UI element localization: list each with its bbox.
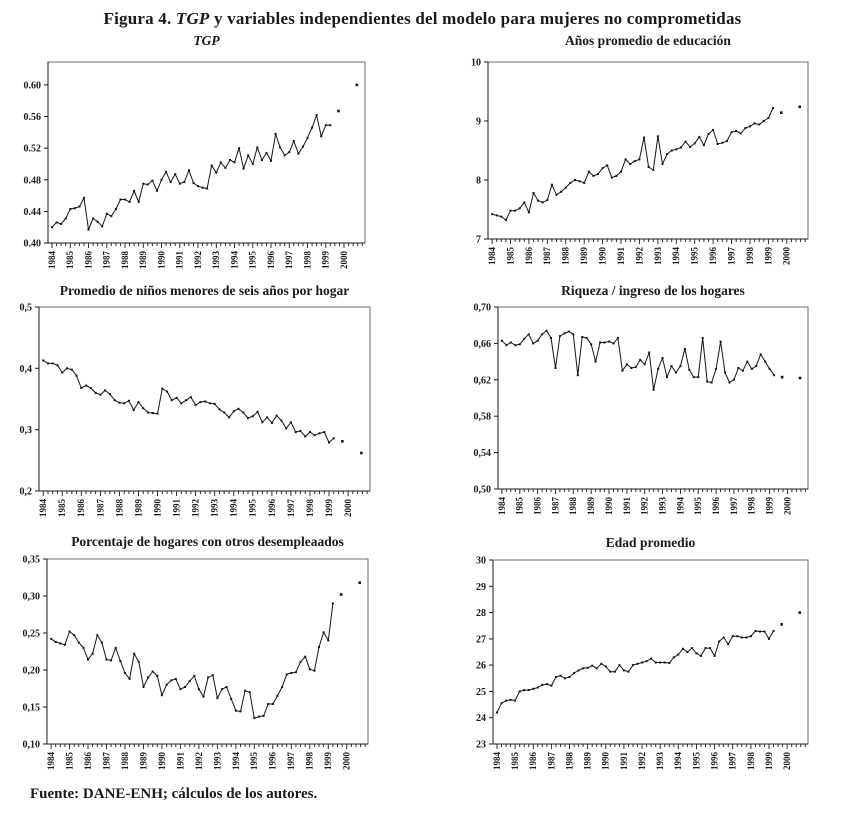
svg-text:1998: 1998 [745, 752, 756, 770]
svg-text:1992: 1992 [190, 499, 201, 517]
isolated-point [341, 440, 344, 443]
svg-text:0.52: 0.52 [23, 143, 41, 155]
svg-text:1987: 1987 [101, 251, 112, 269]
isolated-point [780, 111, 783, 114]
svg-text:1986: 1986 [82, 752, 93, 770]
source-note: Fuente: DANE-ENH; cálculos de los autores. [30, 786, 318, 802]
svg-text:0,50: 0,50 [473, 484, 491, 496]
svg-text:1992: 1992 [636, 752, 647, 770]
svg-text:1999: 1999 [323, 499, 334, 517]
svg-text:7: 7 [476, 234, 481, 246]
svg-text:1995: 1995 [693, 497, 704, 515]
series-line [492, 108, 773, 220]
svg-text:1998: 1998 [302, 251, 313, 269]
svg-text:1984: 1984 [46, 251, 57, 269]
svg-text:1985: 1985 [65, 251, 76, 269]
plot-svg [451, 554, 818, 786]
isolated-point [781, 376, 784, 379]
chart-title-tgp: TGP [193, 33, 220, 48]
svg-text:1997: 1997 [728, 497, 739, 515]
svg-text:1990: 1990 [152, 499, 163, 517]
svg-text:1987: 1987 [542, 247, 553, 265]
svg-text:1999: 1999 [320, 251, 331, 269]
svg-text:1990: 1990 [156, 752, 167, 770]
svg-text:1985: 1985 [505, 247, 516, 265]
isolated-point [799, 611, 802, 614]
svg-text:1989: 1989 [133, 499, 144, 517]
svg-text:1984: 1984 [491, 752, 502, 770]
svg-text:1985: 1985 [64, 752, 75, 770]
svg-text:1984: 1984 [496, 497, 507, 515]
svg-text:28: 28 [476, 608, 486, 620]
svg-text:1988: 1988 [119, 752, 130, 770]
chart-edad [451, 554, 818, 786]
svg-text:0.48: 0.48 [23, 175, 41, 187]
svg-text:1994: 1994 [230, 752, 241, 770]
svg-text:1995: 1995 [689, 247, 700, 265]
svg-text:1984: 1984 [45, 752, 56, 770]
svg-text:0,5: 0,5 [19, 302, 32, 314]
svg-text:1993: 1993 [211, 251, 222, 269]
svg-text:1996: 1996 [709, 752, 720, 770]
svg-text:0,25: 0,25 [22, 628, 40, 640]
svg-text:1994: 1994 [228, 499, 239, 517]
plot-svg [446, 56, 818, 281]
svg-text:1992: 1992 [192, 251, 203, 269]
chart-desempleados [5, 553, 378, 786]
svg-text:1991: 1991 [618, 752, 629, 770]
series-line [52, 115, 330, 230]
svg-text:1990: 1990 [603, 497, 614, 515]
svg-text:1986: 1986 [523, 247, 534, 265]
svg-text:1985: 1985 [57, 499, 68, 517]
figure-title-emphasis: TGP [175, 9, 210, 28]
svg-text:1989: 1989 [579, 247, 590, 265]
series-line [51, 603, 333, 718]
svg-text:1989: 1989 [138, 251, 149, 269]
plot-svg [6, 56, 375, 285]
svg-text:1986: 1986 [532, 497, 543, 515]
svg-text:1994: 1994 [673, 752, 684, 770]
svg-text:1995: 1995 [247, 499, 258, 517]
figure-number: Figura 4. [103, 9, 176, 28]
svg-text:29: 29 [476, 581, 486, 593]
svg-text:1990: 1990 [600, 752, 611, 770]
svg-text:1995: 1995 [247, 251, 258, 269]
svg-text:1986: 1986 [76, 499, 87, 517]
svg-text:1991: 1991 [621, 497, 632, 515]
chart-title-desempleados: Porcentaje de hogares con otros desempleaados [71, 534, 344, 549]
figure-title-text: y variables independientes del modelo para mujeres no comprometidas [209, 9, 742, 28]
svg-text:2000: 2000 [342, 499, 353, 517]
svg-text:1990: 1990 [156, 251, 167, 269]
svg-text:0,10: 0,10 [22, 739, 40, 751]
svg-text:1985: 1985 [509, 752, 520, 770]
svg-text:1998: 1998 [746, 497, 757, 515]
svg-text:1990: 1990 [597, 247, 608, 265]
svg-text:1997: 1997 [286, 752, 297, 770]
svg-text:1986: 1986 [528, 752, 539, 770]
svg-text:1991: 1991 [175, 752, 186, 770]
chart-ninos [0, 301, 380, 533]
svg-text:1988: 1988 [119, 251, 130, 269]
svg-text:26: 26 [476, 660, 486, 672]
plot-svg [456, 301, 818, 531]
svg-text:30: 30 [476, 555, 486, 567]
svg-text:1994: 1994 [671, 247, 682, 265]
svg-text:0.44: 0.44 [23, 206, 41, 218]
svg-text:1989: 1989 [582, 752, 593, 770]
svg-text:1987: 1987 [550, 497, 561, 515]
svg-text:24: 24 [476, 713, 486, 725]
svg-text:1988: 1988 [114, 499, 125, 517]
svg-text:1987: 1987 [95, 499, 106, 517]
svg-text:1991: 1991 [615, 247, 626, 265]
svg-text:1988: 1988 [564, 752, 575, 770]
svg-text:1989: 1989 [138, 752, 149, 770]
svg-text:1999: 1999 [763, 247, 774, 265]
svg-text:1986: 1986 [83, 251, 94, 269]
svg-text:0.56: 0.56 [23, 112, 41, 123]
svg-text:1998: 1998 [744, 247, 755, 265]
isolated-point [340, 593, 343, 596]
series-line [502, 331, 774, 390]
svg-text:1996: 1996 [266, 499, 277, 517]
svg-text:1992: 1992 [639, 497, 650, 515]
svg-text:0.40: 0.40 [23, 238, 41, 250]
svg-text:1994: 1994 [675, 497, 686, 515]
svg-text:2000: 2000 [781, 752, 792, 770]
svg-text:1991: 1991 [174, 251, 185, 269]
isolated-point [356, 84, 359, 87]
svg-text:1997: 1997 [726, 247, 737, 265]
svg-text:0,35: 0,35 [22, 554, 40, 566]
svg-text:1997: 1997 [285, 499, 296, 517]
chart-riqueza [456, 301, 818, 531]
svg-text:1993: 1993 [212, 752, 223, 770]
svg-text:23: 23 [476, 739, 486, 751]
svg-text:25: 25 [476, 686, 486, 698]
svg-text:1995: 1995 [691, 752, 702, 770]
svg-text:0,54: 0,54 [473, 448, 491, 460]
plot-svg [0, 301, 380, 533]
chart-title-edad: Edad promedio [605, 535, 696, 550]
isolated-point [799, 377, 802, 380]
chart-title-ninos: Promedio de niños menores de seis años por hogar [59, 283, 350, 298]
svg-text:1996: 1996 [267, 752, 278, 770]
svg-text:0,66: 0,66 [473, 338, 491, 350]
chart-title-educacion: Años promedio de educación [565, 33, 731, 48]
svg-text:1992: 1992 [193, 752, 204, 770]
svg-text:1993: 1993 [655, 752, 666, 770]
svg-text:1992: 1992 [634, 247, 645, 265]
isolated-point [780, 623, 783, 626]
svg-text:27: 27 [476, 634, 486, 646]
svg-text:0,4: 0,4 [19, 363, 32, 375]
svg-text:1993: 1993 [209, 499, 220, 517]
svg-text:0,20: 0,20 [22, 665, 40, 677]
svg-text:9: 9 [476, 116, 481, 128]
svg-text:2000: 2000 [782, 497, 793, 515]
svg-text:1988: 1988 [560, 247, 571, 265]
svg-text:1984: 1984 [38, 499, 49, 517]
svg-text:1989: 1989 [586, 497, 597, 515]
plot-svg [5, 553, 378, 786]
isolated-point [358, 581, 361, 584]
svg-text:1996: 1996 [707, 247, 718, 265]
svg-text:10: 10 [471, 57, 481, 69]
svg-text:0,62: 0,62 [473, 375, 491, 387]
svg-text:0,15: 0,15 [22, 702, 40, 714]
isolated-point [360, 452, 363, 455]
svg-text:1996: 1996 [710, 497, 721, 515]
svg-text:1994: 1994 [229, 251, 240, 269]
svg-text:1993: 1993 [657, 497, 668, 515]
svg-text:0,70: 0,70 [473, 302, 491, 314]
svg-text:1998: 1998 [304, 499, 315, 517]
chart-title-riqueza: Riqueza / ingreso de los hogares [561, 283, 745, 298]
svg-text:1997: 1997 [727, 752, 738, 770]
chart-educacion [446, 56, 818, 281]
chart-tgp [6, 56, 375, 285]
svg-text:0,30: 0,30 [22, 591, 40, 603]
svg-text:1998: 1998 [304, 752, 315, 770]
svg-text:2000: 2000 [341, 752, 352, 770]
svg-text:1991: 1991 [171, 499, 182, 517]
svg-text:1988: 1988 [568, 497, 579, 515]
svg-text:1999: 1999 [763, 752, 774, 770]
svg-text:0.60: 0.60 [23, 80, 41, 92]
svg-text:0,2: 0,2 [19, 486, 32, 498]
svg-text:1995: 1995 [249, 752, 260, 770]
isolated-point [337, 110, 340, 113]
svg-text:1984: 1984 [486, 247, 497, 265]
svg-text:0,3: 0,3 [19, 425, 32, 437]
svg-text:1993: 1993 [652, 247, 663, 265]
isolated-point [798, 106, 801, 109]
svg-text:1996: 1996 [265, 251, 276, 269]
svg-text:1997: 1997 [284, 251, 295, 269]
svg-text:8: 8 [476, 175, 481, 187]
series-line [497, 631, 774, 713]
svg-text:1987: 1987 [101, 752, 112, 770]
svg-text:2000: 2000 [781, 247, 792, 265]
svg-text:0,58: 0,58 [473, 411, 491, 423]
svg-text:2000: 2000 [338, 251, 349, 269]
svg-text:1987: 1987 [546, 752, 557, 770]
series-line [43, 360, 334, 442]
svg-text:1999: 1999 [323, 752, 334, 770]
svg-text:1985: 1985 [514, 497, 525, 515]
svg-text:1999: 1999 [764, 497, 775, 515]
figure-title [0, 9, 845, 29]
